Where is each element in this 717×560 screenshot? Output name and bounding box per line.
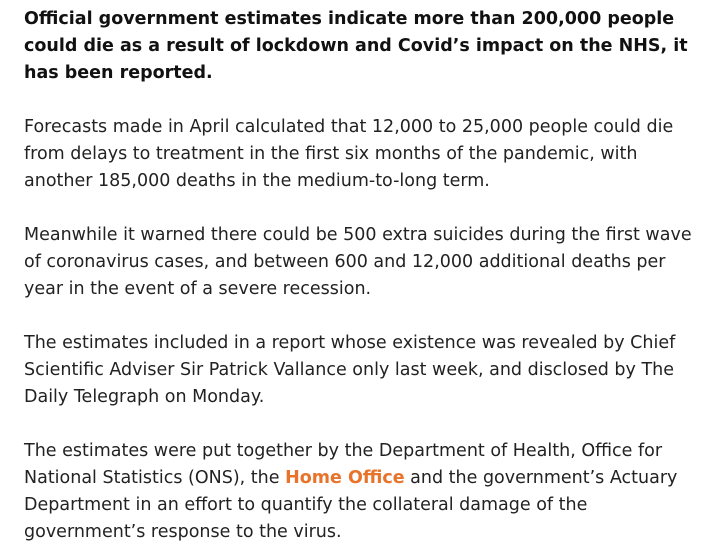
article-paragraph-4 (24, 438, 703, 546)
article-paragraph-2: Meanwhile it warned there could be 500 extra suicides during the first wave of coronavirus cases, and between 600 and 12,000 additional deaths per year in the event of a severe recession. (24, 225, 692, 299)
article-paragraph-3: The estimates included in a report whose existence was revealed by Chief Scientific Adviser Sir Patrick Vallance only last week, and disclosed by The Daily Telegraph on Monday. (24, 333, 676, 407)
article-lede: Official government estimates indicate more than 200,000 people could die as a result of lockdown and Covid’s impact on the NHS, it has been reported. (24, 9, 688, 83)
paragraph-4-text-after-link: and the government’s Actuary Department in an effort to quantify the collateral damage of the government’s response to the virus. (24, 468, 678, 542)
article-paragraph-1: Forecasts made in April calculated that 12,000 to 25,000 people could die from delays to treatment in the first six months of the pandemic, with another 185,000 deaths in the medium-to-long term. (24, 117, 674, 191)
paragraph-4-text-before-link: The estimates were put together by the Department of Health, Office for National Statistics (ONS), the (24, 441, 663, 488)
home-office-link[interactable]: Home Office (285, 468, 405, 488)
